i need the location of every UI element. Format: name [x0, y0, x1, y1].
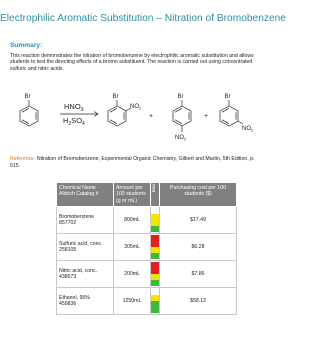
table-header-row	[57, 183, 237, 207]
cost-cell: $6.28	[160, 234, 237, 261]
header-hazard	[151, 183, 160, 207]
page-title: Electrophilic Aromatic Substitution – Nitration of Bromobenzene	[0, 13, 286, 24]
para-br-label: Br	[177, 94, 184, 100]
hazard-green	[151, 280, 159, 286]
reference	[10, 156, 256, 169]
catalog-number: 459836	[59, 301, 77, 308]
reference-label: Reference:	[10, 156, 36, 162]
hazard-green	[151, 226, 159, 232]
chemical-name: Sulfuric acid, conc.	[59, 240, 103, 247]
hazard-green	[151, 307, 159, 313]
hazard-indicator	[151, 288, 160, 315]
meta-no2-label: $NO_2$	[242, 126, 254, 133]
table-row	[57, 261, 237, 288]
cost-cell: $58.13	[160, 288, 237, 315]
ortho-no2-label: $NO_2$	[130, 104, 142, 111]
reference-text: Nitration of Bromobenzene, Experimental Organic Chemistry, Gilbert and Martin, 5th Edition, p. 515	[10, 156, 255, 169]
chemical-name: Ethanol, 95%	[59, 294, 90, 301]
plus-sign-2: +	[204, 113, 209, 120]
bromobenzene-ring	[20, 106, 38, 126]
amount-cell: 200mL	[114, 261, 151, 288]
para-no2-label: $NO_2$	[175, 135, 187, 142]
chemical-name: Nitric acid, conc.	[59, 267, 98, 274]
table-row	[57, 234, 237, 261]
hazard-green	[151, 253, 159, 259]
cost-cell: $17.49	[160, 207, 237, 234]
summary-heading: Summary:	[10, 42, 43, 49]
chemical-cell	[57, 288, 114, 315]
reagent-hno3: $HNO_3$	[64, 102, 84, 113]
chemicals-table	[56, 182, 237, 315]
table-row	[57, 288, 237, 315]
summary-text: This reaction demonstrates the nitration of bromobenzene by electrophilic aromatic substitution and allows students to test the directing effects of a bromo substituent. The reaction is carried out using concentrated sulfuric and nitric acids.	[10, 53, 254, 72]
amount-cell: 305mL	[114, 234, 151, 261]
header-chemical-name: Chemical Name	[59, 185, 96, 191]
header-amount: Amount per 100 students (g or mL)	[114, 183, 151, 207]
chemical-name: Bromobenzene	[59, 213, 95, 220]
reaction-scheme	[6, 88, 258, 148]
chemical-cell	[57, 261, 114, 288]
catalog-number: 258105	[59, 247, 77, 254]
plus-sign-1: +	[149, 113, 154, 120]
chemical-cell	[57, 234, 114, 261]
ortho-product-ring	[108, 106, 126, 126]
ortho-br-label: Br	[112, 94, 119, 100]
header-cost: Purchasing cost per 100 students ($)	[160, 183, 237, 207]
hazard-indicator	[151, 234, 160, 261]
amount-cell: 1250mL	[114, 288, 151, 315]
reagent-h2so4: $H_2SO_4$	[63, 116, 85, 127]
para-product-ring	[173, 106, 191, 126]
header-hazard-label: EHS	[151, 184, 156, 193]
hazard-indicator	[151, 261, 160, 288]
cost-cell: $7.86	[160, 261, 237, 288]
hazard-indicator	[151, 207, 160, 234]
catalog-number: 857702	[59, 220, 77, 227]
bromobenzene-br-label: Br	[24, 94, 31, 100]
catalog-number: 438073	[59, 274, 77, 281]
amount-cell: 800mL	[114, 207, 151, 234]
header-catalog: Aldrich Catalog #	[59, 191, 99, 198]
meta-br-label: Br	[224, 94, 231, 100]
header-chemical	[57, 183, 114, 207]
chemical-cell	[57, 207, 114, 234]
meta-product-ring	[220, 106, 238, 126]
table-row	[57, 207, 237, 234]
